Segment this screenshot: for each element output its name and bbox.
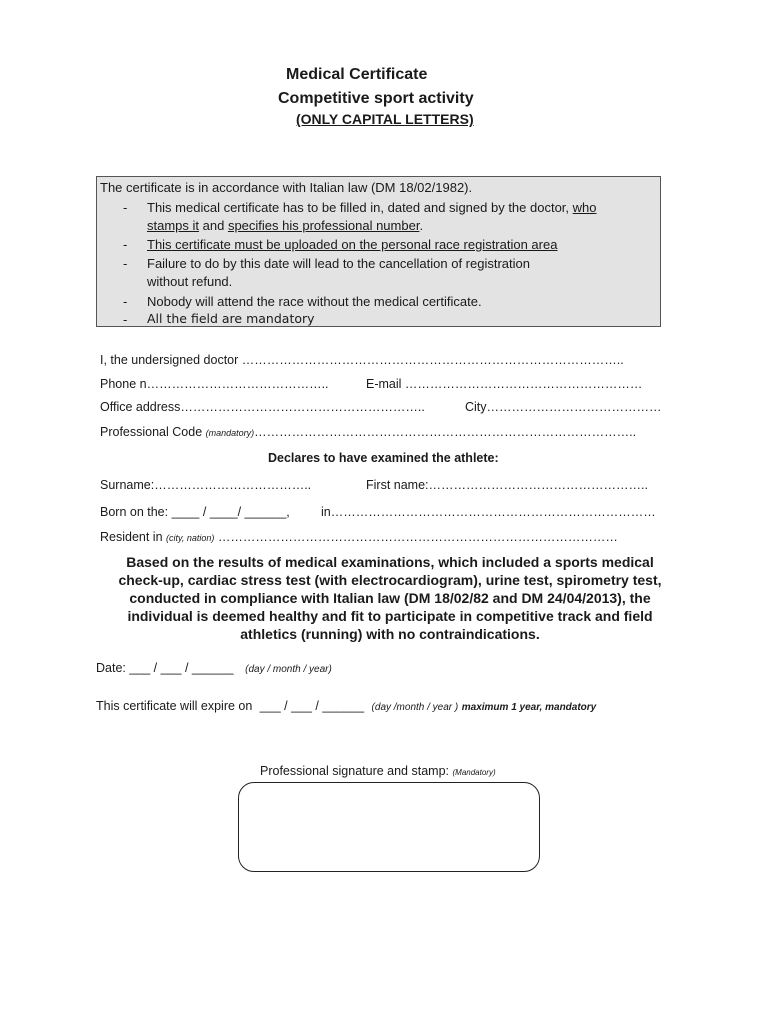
professional-code-dots: ……………………………………………………………………………….. [254,425,637,439]
bullet-dash: - [123,294,128,309]
phone-field[interactable]: Phone n…………………………………….. [100,377,329,391]
professional-code-note: (mandatory) [205,428,255,438]
expiry-format-note: (day /month / year ) [371,702,459,713]
notice-item-1-line-1 [147,200,597,215]
date-label: Date: ___ / ___ / ______ [96,661,234,675]
capital-letters-instruction: (ONLY CAPITAL LETTERS) [296,111,474,127]
statement-line: check-up, cardiac stress test (with electrocardiogram), urine test, spirometry test, [118,572,662,588]
notice-box [96,176,661,327]
signature-stamp-box[interactable] [238,782,540,872]
residence-field[interactable] [100,530,618,544]
document-subtitle: Competitive sport activity [278,90,474,107]
signature-label: Professional signature and stamp: [260,764,449,778]
bullet-dash: - [123,200,128,215]
first-name-field[interactable]: First name:…………………………………………….. [366,478,648,492]
notice-item-1-underline: who [572,200,597,215]
birth-date-field[interactable]: Born on the: ____ / ____/ ______, [100,505,290,519]
declares-heading: Declares to have examined the athlete: [268,451,499,465]
notice-item-1-period: . [419,218,424,233]
bullet-dash: - [123,312,128,327]
notice-item-1-stamps: stamps it [147,218,200,233]
notice-item-3-line-1: Failure to do by this date will lead to the cancellation of registration [147,256,530,271]
email-field[interactable]: E-mail ………………………………………………… [366,377,643,391]
notice-intro: The certificate is in accordance with Italian law (DM 18/02/1982). [100,180,473,195]
birth-place-field[interactable]: in…………………………………………………………………… [321,505,656,519]
notice-item-5: All the field are mandatory [147,311,315,326]
professional-code-label: Professional Code [100,425,203,439]
notice-item-1-text: This medical certificate has to be filled in, dated and signed by the doctor, [147,200,573,215]
fitness-statement [96,553,684,643]
statement-line: Based on the results of medical examinations, which included a sports medical [126,554,654,570]
office-address-field[interactable]: Office address………………………………………………….. [100,400,425,414]
residence-note: (city, nation) [166,533,215,543]
document-title: Medical Certificate [286,66,428,83]
date-format-note: (day / month / year) [245,664,332,675]
residence-dots: …………………………………………………………………………………… [217,530,618,544]
statement-line: athletics (running) with no contraindications. [240,626,540,642]
signature-mandatory-note: (Mandatory) [452,768,496,777]
notice-item-3-line-2: without refund. [147,274,233,289]
expiry-label: This certificate will expire on [96,699,253,713]
surname-field[interactable]: Surname:……………………………….. [100,478,312,492]
professional-code-field[interactable] [100,425,636,439]
expiry-field[interactable] [96,699,596,713]
notice-item-1-professional-number: specifies his professional number [227,218,420,233]
bullet-dash: - [123,256,128,271]
notice-item-2: This certificate must be uploaded on the personal race registration area [147,237,558,252]
notice-item-1-and: and [199,218,228,233]
city-field[interactable]: City…………………………………… [465,400,662,414]
statement-line: individual is deemed healthy and fit to participate in competitive track and field [127,608,653,624]
bullet-dash: - [123,237,128,252]
doctor-name-field[interactable]: I, the undersigned doctor ……………………………………………………………………………….. [100,353,624,367]
notice-item-4: Nobody will attend the race without the medical certificate. [147,294,482,309]
statement-line: conducted in compliance with Italian law (DM 18/02/82 and DM 24/04/2013), the [129,590,651,606]
expiry-blanks: ___ / ___ / ______ [259,699,365,713]
date-field[interactable] [96,661,332,675]
expiry-maximum-note: maximum 1 year, mandatory [461,702,597,713]
residence-label: Resident in [100,530,163,544]
signature-label-row [260,764,496,778]
notice-item-1-line-2 [147,218,423,233]
